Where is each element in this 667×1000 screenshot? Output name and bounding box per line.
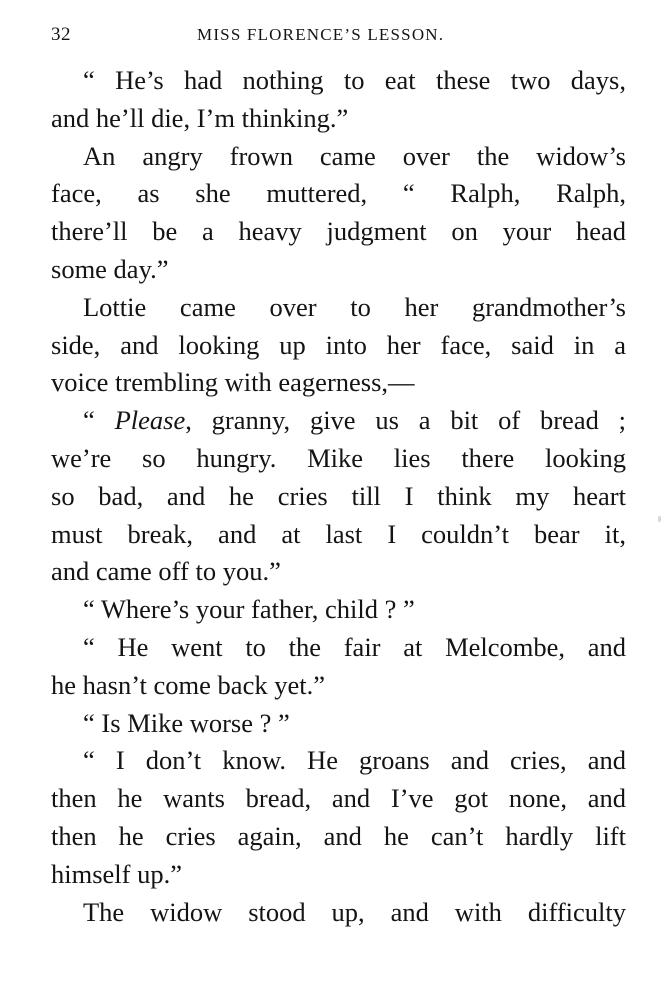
text-line: some day.” [51, 253, 169, 284]
text-line: “ Where’s your father, child ? ” [83, 594, 415, 625]
text-run: “ [83, 405, 115, 436]
paper-speck [658, 516, 661, 522]
text-line: there’ll be a heavy judgment on your head [51, 216, 626, 247]
text-line: must break, and at last I couldn’t bear it, [51, 518, 626, 549]
text-line: face, as she muttered, “ Ralph, Ralph, [51, 178, 626, 209]
body-text [51, 62, 626, 931]
text-run: , granny, give us a bit of bread ; [185, 405, 627, 436]
text-line: “ He went to the fair at Melcombe, and [83, 631, 626, 662]
running-head [47, 24, 625, 52]
emphasized-word: Please [114, 405, 186, 436]
text-line: we’re so hungry. Mike lies there looking [51, 442, 626, 473]
text-line: Lottie came over to her grandmother’s [83, 291, 626, 322]
text-line: “ He’s had nothing to eat these two days, [83, 65, 626, 95]
text-line: “ I don’t know. He groans and cries, and [83, 745, 626, 776]
text-line: “ Is Mike worse ? ” [83, 707, 290, 738]
text-line [51, 402, 626, 440]
text-line: and came off to you.” [51, 556, 281, 587]
text-line: then he wants bread, and I’ve got none, and [51, 783, 626, 814]
text-line: side, and looking up into her face, said in a [51, 329, 626, 360]
text-line: himself up.” [51, 858, 182, 889]
text-line: voice trembling with eagerness,— [51, 367, 415, 398]
text-line: he hasn’t come back yet.” [51, 669, 325, 700]
text-line: and he’ll die, I’m thinking.” [51, 102, 349, 133]
text-line: so bad, and he cries till I think my heart [51, 480, 626, 511]
text-line: The widow stood up, and with difficulty [83, 896, 626, 927]
text-line: An angry frown came over the widow’s [83, 140, 626, 171]
text-line: then he cries again, and he can’t hardly lift [51, 820, 626, 851]
running-title: MISS FLORENCE’S LESSON. [197, 25, 445, 44]
page-number: 32 [51, 24, 71, 45]
